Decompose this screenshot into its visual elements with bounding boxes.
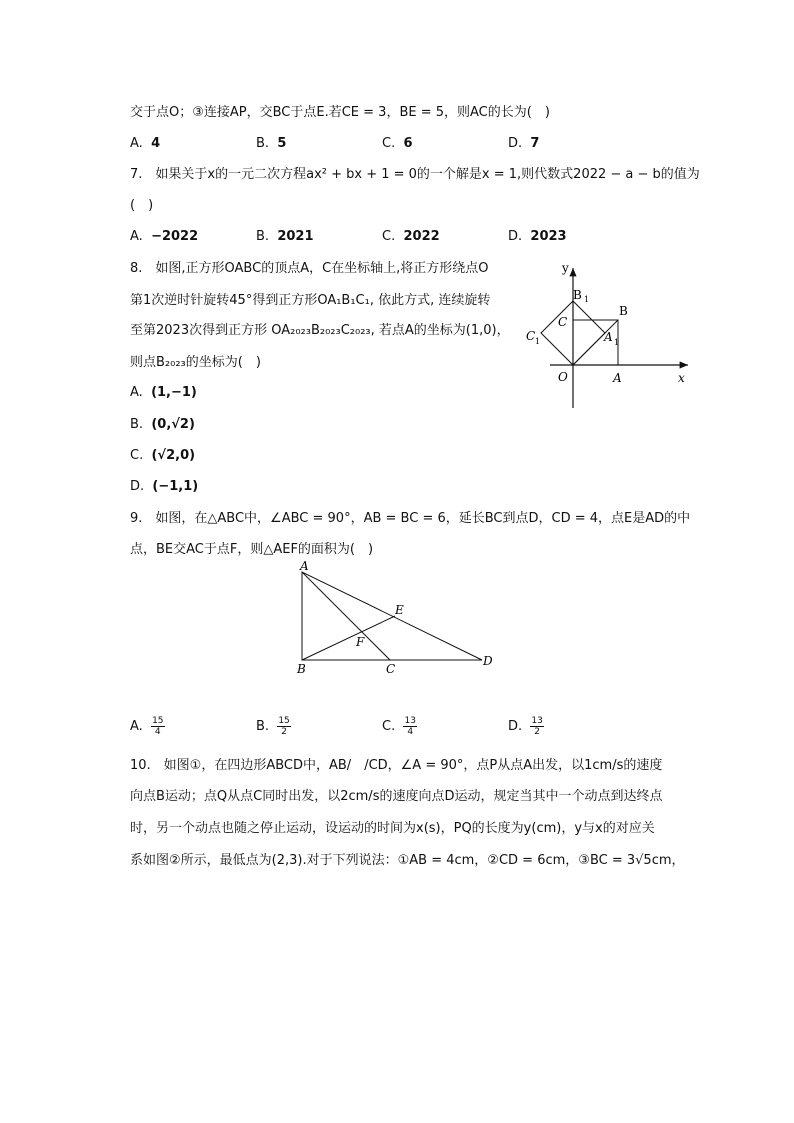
label-c: C bbox=[386, 662, 396, 676]
label-x: x bbox=[678, 371, 685, 385]
label-b1-sub: 1 bbox=[584, 295, 590, 304]
label-a1-sub: 1 bbox=[614, 338, 620, 347]
label-c: C bbox=[558, 315, 568, 329]
q9-stem-line1: 9. 如图，在△ABC中，∠ABC = 90°，AB = BC = 6，延长BC到点D，CD = 4，点E是AD的中 bbox=[130, 511, 691, 526]
label-d: D bbox=[483, 654, 493, 668]
q8-stem-line2: 第1次逆时针旋转45°得到正方形OA₁B₁C₁, 依此方式, 连续旋转 bbox=[130, 293, 491, 308]
q6-option-d: D. 7 bbox=[508, 136, 540, 151]
q10-stem-line1: 10. 如图①，在四边形ABCD中，AB/ /CD，∠A = 90°，点P从点A出发，以1cm/s的速度 bbox=[130, 758, 663, 773]
segment-be bbox=[302, 616, 395, 660]
label-b: B bbox=[297, 662, 306, 676]
q10-stem-line4: 系如图②所示，最低点为(2,3).对于下列说法：①AB = 4cm，②CD = 6cm，③BC = 3√5cm， bbox=[130, 853, 685, 868]
label-c1-sub: 1 bbox=[535, 337, 541, 346]
q8-option-a: A. (1,−1) bbox=[130, 385, 197, 400]
label-a: A bbox=[613, 371, 622, 385]
q9-stem-line2: 点，BE交AC于点F，则△AEF的面积为( ) bbox=[130, 542, 374, 557]
label-o: O bbox=[558, 370, 568, 384]
label-b1: B bbox=[573, 288, 582, 302]
q9-option-c: C. $\frac{13}{4}$ bbox=[382, 716, 416, 737]
q8-option-d: D. (−1,1) bbox=[130, 479, 199, 494]
q9-option-b: B. $\frac{15}{2}$ bbox=[256, 716, 290, 737]
label-c1: C bbox=[526, 329, 536, 343]
q6-tail: 交于点O；③连接AP，交BC于点E.若CE = 3，BE = 5，则AC的长为( ) bbox=[130, 105, 550, 120]
q8-option-b: B. (0,√2) bbox=[130, 417, 195, 432]
q6-option-c: C. 6 bbox=[382, 136, 413, 151]
q7-stem-line2: ( ) bbox=[130, 198, 154, 213]
q9-option-d: D. $\frac{13}{2}$ bbox=[508, 716, 543, 737]
q8-stem-line1: 8. 如图,正方形OABC的顶点A，C在坐标轴上,将正方形绕点O bbox=[130, 261, 489, 276]
label-a: A bbox=[300, 559, 309, 573]
q8-stem-line3: 至第2023次得到正方形 OA₂₀₂₃B₂₀₂₃C₂₀₂₃, 若点A的坐标为(1,0)， bbox=[130, 323, 510, 338]
q7-option-c: C. 2022 bbox=[382, 229, 440, 244]
label-a1: A bbox=[604, 330, 613, 344]
q8-stem-line4: 则点B₂₀₂₃的坐标为( ) bbox=[130, 355, 261, 370]
segment-ac bbox=[302, 572, 390, 660]
q7-option-a: A. −2022 bbox=[130, 229, 199, 244]
q9-triangle-figure bbox=[290, 558, 510, 683]
label-y: y bbox=[562, 261, 569, 275]
label-e: E bbox=[395, 603, 404, 617]
q7-option-b: B. 2021 bbox=[256, 229, 314, 244]
q10-stem-line2: 向点B运动；点Q从点C同时出发，以2cm/s的速度向点D运动，规定当其中一个动点到达终点 bbox=[130, 789, 663, 804]
q10-stem-line3: 时，另一个动点也随之停止运动，设运动的时间为x(s)，PQ的长度为y(cm)，y与x的对应关 bbox=[130, 821, 655, 836]
label-f: F bbox=[356, 635, 365, 649]
q7-stem-line1: 7. 如果关于x的一元二次方程ax² + bx + 1 = 0的一个解是x = 1,则代数式2022 − a − b的值为 bbox=[130, 167, 700, 182]
q8-square-rotation-figure bbox=[520, 256, 700, 416]
q6-option-b: B. 5 bbox=[256, 136, 287, 151]
q9-option-a: A. $\frac{15}{4}$ bbox=[130, 716, 164, 737]
q6-option-a: A. 4 bbox=[130, 136, 161, 151]
q7-option-d: D. 2023 bbox=[508, 229, 567, 244]
label-b: B bbox=[619, 304, 628, 318]
q8-option-c: C. (√2,0) bbox=[130, 448, 196, 463]
